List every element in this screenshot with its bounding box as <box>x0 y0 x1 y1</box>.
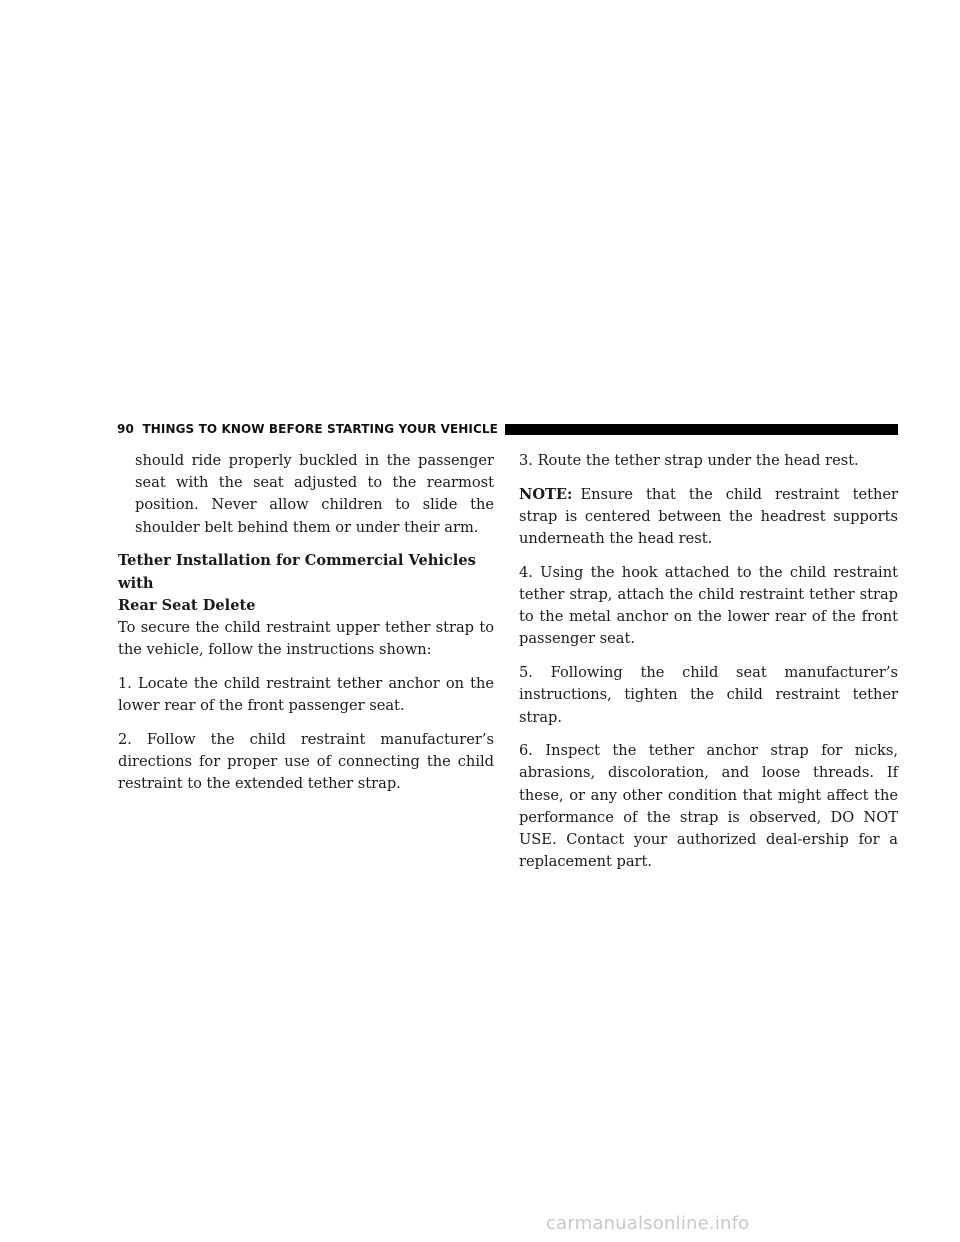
header-rule <box>505 424 898 435</box>
intro-paragraph: To secure the child restraint upper tether strap to the vehicle, follow the instructions shown: <box>118 618 494 659</box>
note-label: NOTE: <box>519 485 573 503</box>
note-text: Ensure that the child restraint tether strap is centered between the headrest supports underneath the head rest. <box>519 485 898 548</box>
note-paragraph <box>519 484 898 551</box>
section-title: THINGS TO KNOW BEFORE STARTING YOUR VEHICLE <box>142 422 498 436</box>
step-3: 3. Route the tether strap under the head rest. <box>519 452 859 469</box>
continued-paragraph: should ride properly buckled in the passenger seat with the seat adjusted to the rearmost position. Never allow children to slide the shoulder belt behind them or under their arm. <box>135 452 494 536</box>
page-number: 90 <box>117 422 134 436</box>
watermark: carmanualsonline.info <box>546 1213 750 1234</box>
step-2: 2. Follow the child restraint manufacturer’s directions for proper use of connecting the child restraint to the extended tether strap. <box>118 730 494 793</box>
step-4: 4. Using the hook attached to the child restraint tether strap, attach the child restraint tether strap to the metal anchor on the lower rear of the front passenger seat. <box>519 563 898 648</box>
page-header-text <box>117 422 498 436</box>
step-6: 6. Inspect the tether anchor strap for nicks, abrasions, discoloration, and loose threads. If these, or any other condition that might affect the performance of the strap is observed, DO NOT USE. Contact your authorized deal-ership for a replacement part. <box>519 742 898 871</box>
page-header <box>117 419 898 439</box>
section-heading <box>118 550 494 617</box>
right-column <box>519 450 898 885</box>
left-column <box>118 450 494 807</box>
step-1: 1. Locate the child restraint tether anchor on the lower rear of the front passenger seat. <box>118 674 494 715</box>
section-heading-line1: Tether Installation for Commercial Vehicles with <box>118 552 476 592</box>
section-heading-line2: Rear Seat Delete <box>118 596 256 614</box>
step-5: 5. Following the child seat manufacturer’s instructions, tighten the child restraint tether strap. <box>519 664 898 726</box>
